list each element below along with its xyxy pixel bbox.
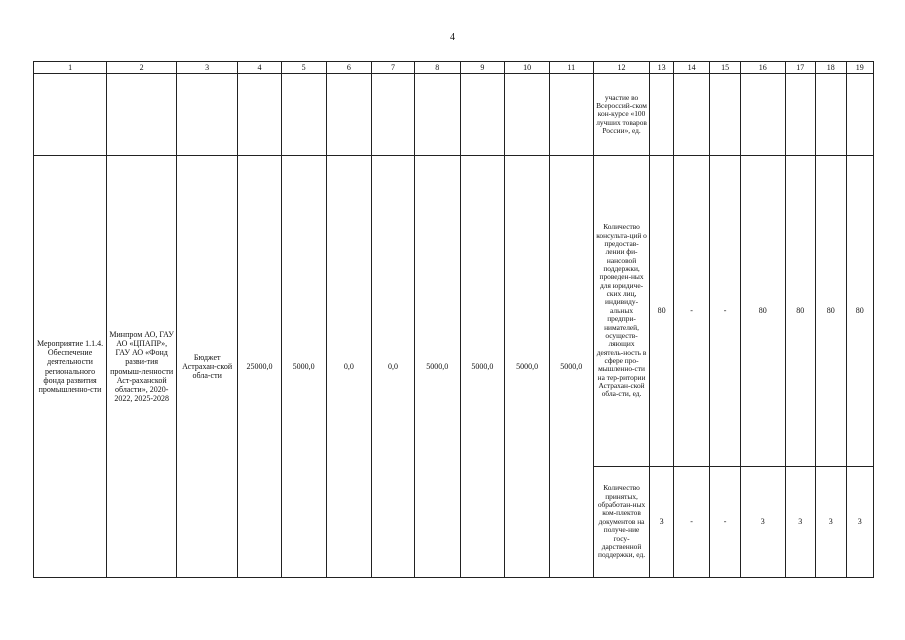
activity-executor: Минпром АО, ГАУ АО «ЦПАПР», ГАУ АО «Фонд разви-тия промыш-ленности Аст-раханской области», 2020-2022, 2025-2028: [107, 156, 177, 578]
indicator-value: -: [710, 156, 740, 467]
header-cell: 19: [846, 62, 874, 74]
header-cell: 2: [107, 62, 177, 74]
empty-cell: [785, 74, 815, 156]
header-cell: 3: [177, 62, 238, 74]
amount-cell: 25000,0: [238, 156, 282, 578]
indicator-value: 80: [740, 156, 785, 467]
amount-cell: 0,0: [326, 156, 372, 578]
indicator-value: 3: [846, 467, 874, 578]
header-cell: 17: [785, 62, 815, 74]
amount-cell: 5000,0: [281, 156, 326, 578]
header-cell: 7: [372, 62, 415, 74]
header-cell: 1: [34, 62, 107, 74]
amount-cell: 5000,0: [460, 156, 505, 578]
indicator-value: 80: [650, 156, 673, 467]
activity-name: Мероприятие 1.1.4. Обеспечение деятельности регионального фонда развития промышленно-сти: [34, 156, 107, 578]
indicator-value: 3: [740, 467, 785, 578]
header-cell: 15: [710, 62, 740, 74]
empty-cell: [816, 74, 846, 156]
empty-cell: [372, 74, 415, 156]
indicator-value: -: [673, 467, 710, 578]
table-row: [34, 156, 874, 467]
header-cell: 10: [505, 62, 550, 74]
empty-cell: [414, 74, 460, 156]
empty-cell: [673, 74, 710, 156]
indicator-value: 3: [650, 467, 673, 578]
empty-cell: [177, 74, 238, 156]
header-cell: 11: [549, 62, 593, 74]
empty-cell: [34, 74, 107, 156]
empty-cell: [650, 74, 673, 156]
header-cell: 14: [673, 62, 710, 74]
indicator-value: 80: [846, 156, 874, 467]
empty-cell: [505, 74, 550, 156]
empty-cell: [460, 74, 505, 156]
header-cell: 18: [816, 62, 846, 74]
empty-cell: [549, 74, 593, 156]
header-row: [34, 62, 874, 74]
amount-cell: 0,0: [372, 156, 415, 578]
indicator-text: Количество принятых, обработан-ных ком-плектов документов на получе-ние госу-дарственной поддержки, ед.: [593, 467, 650, 578]
empty-cell: [281, 74, 326, 156]
header-cell: 6: [326, 62, 372, 74]
indicator-text: Количество консульта-ций о предостав-лении фи-нансовой поддержки, проведен-ных для юридиче-ских лиц, индивиду-альных предпри-нимателей, осуществ-ляющих деятель-ность в сфере про-мышленно-сти на тер-ритории Астрахан-ской обла-сти, ед.: [593, 156, 650, 467]
indicator-value: -: [673, 156, 710, 467]
header-cell: 16: [740, 62, 785, 74]
header-cell: 12: [593, 62, 650, 74]
header-cell: 5: [281, 62, 326, 74]
amount-cell: 5000,0: [505, 156, 550, 578]
header-cell: 13: [650, 62, 673, 74]
empty-cell: [326, 74, 372, 156]
indicator-value: 80: [785, 156, 815, 467]
table-row: [34, 74, 874, 156]
header-cell: 4: [238, 62, 282, 74]
empty-cell: [107, 74, 177, 156]
indicator-value: 3: [785, 467, 815, 578]
header-cell: 9: [460, 62, 505, 74]
indicator-value: -: [710, 467, 740, 578]
amount-cell: 5000,0: [549, 156, 593, 578]
amount-cell: 5000,0: [414, 156, 460, 578]
empty-cell: [710, 74, 740, 156]
page-number: 4: [450, 32, 455, 43]
program-table: [33, 61, 874, 578]
indicator-value: 80: [816, 156, 846, 467]
header-cell: 8: [414, 62, 460, 74]
empty-cell: [238, 74, 282, 156]
indicator-text: участие во Всероссий-ском кон-курсе «100 лучших товаров России», ед.: [593, 74, 650, 156]
empty-cell: [740, 74, 785, 156]
empty-cell: [846, 74, 874, 156]
indicator-value: 3: [816, 467, 846, 578]
funding-source: Бюджет Астрахан-ской обла-сти: [177, 156, 238, 578]
